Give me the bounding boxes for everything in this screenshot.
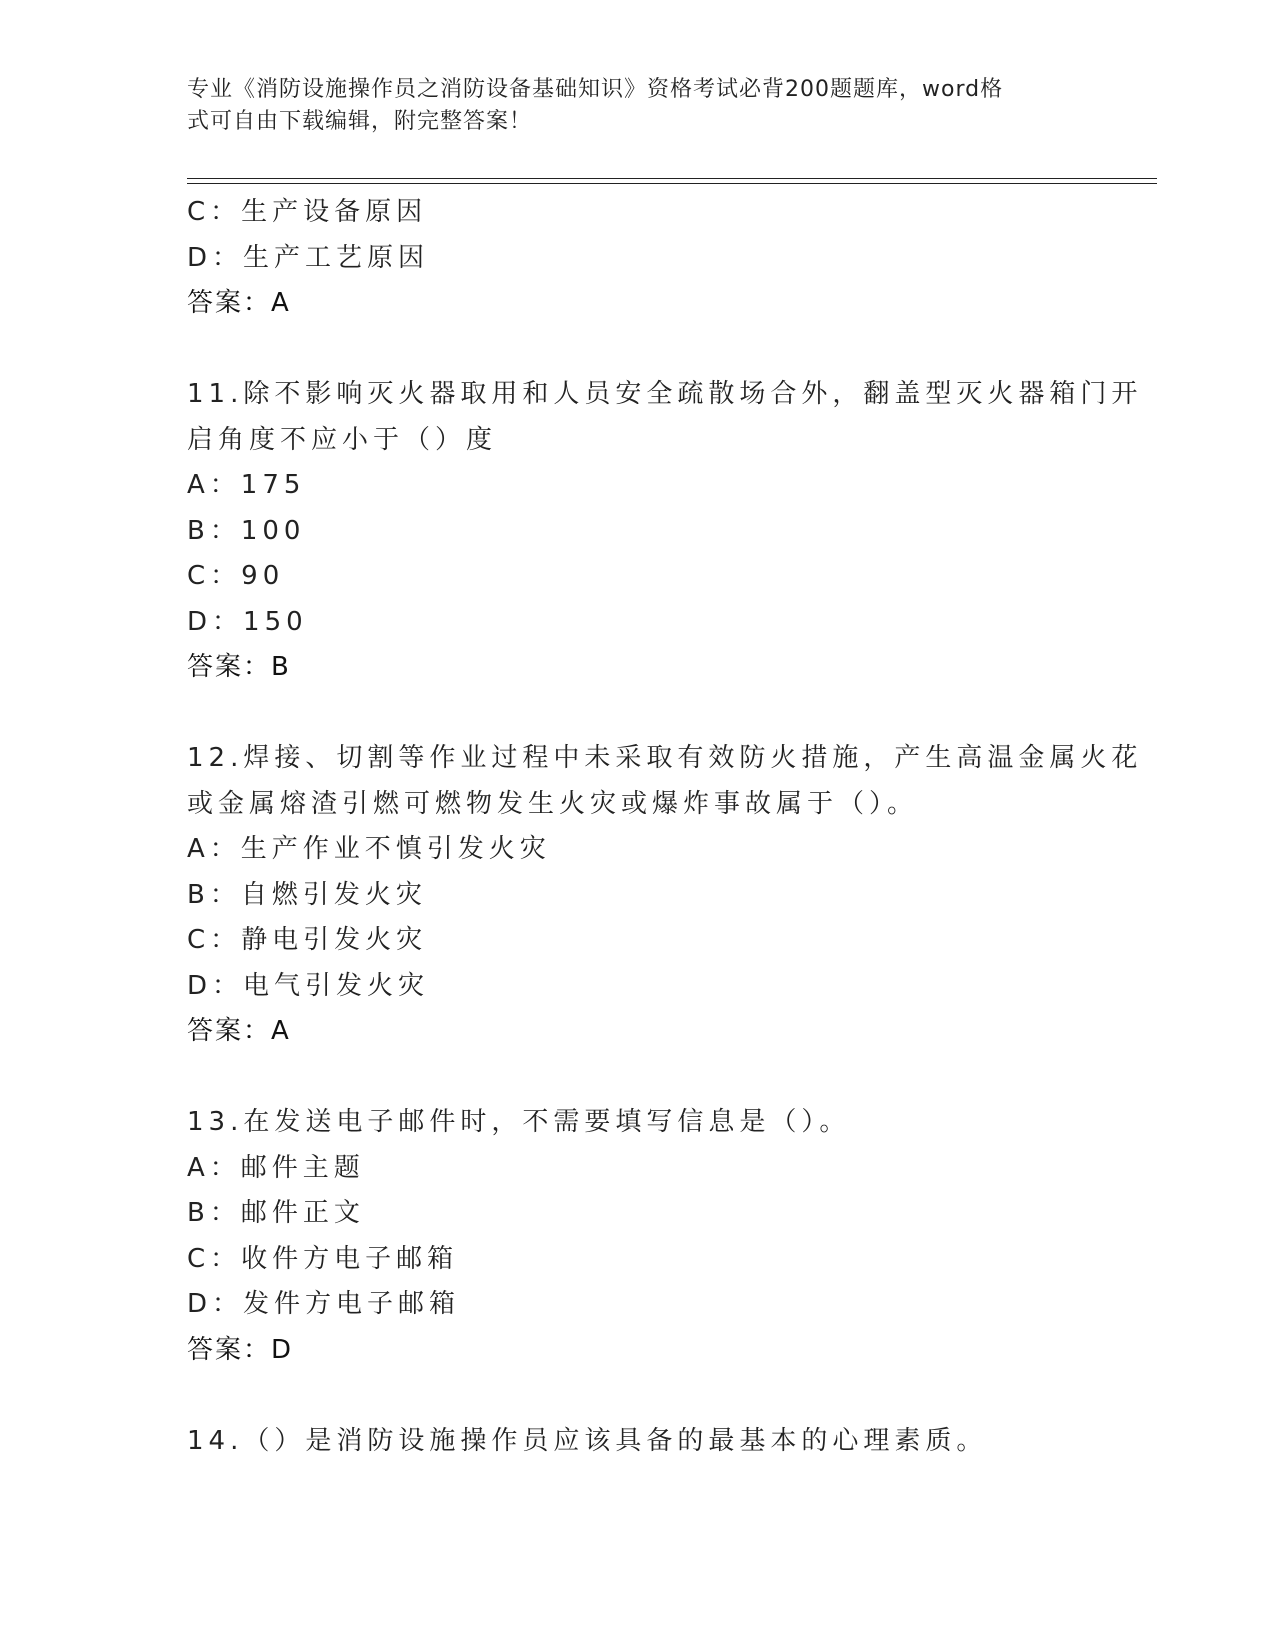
question-block-14: [187, 1419, 1087, 1465]
question-block-11: [187, 372, 1143, 691]
option-b: B：100: [187, 515, 306, 546]
question-stem: 启角度不应小于（）度: [187, 424, 498, 455]
question-block-10: [187, 190, 1087, 327]
option-b: B：邮件正文: [187, 1198, 365, 1228]
option-a: A：生产作业不慎引发火灾: [187, 834, 551, 864]
answer-line: 答案：A: [187, 1016, 291, 1046]
question-separator: [187, 691, 1087, 737]
option-c: C：90: [187, 561, 285, 591]
question-separator: [187, 1055, 1087, 1101]
question-block-12: [187, 736, 1143, 1055]
option-c: C：生产设备原因: [187, 197, 428, 227]
option-c: C：收件方电子邮箱: [187, 1243, 459, 1274]
question-separator: [187, 327, 1087, 373]
option-a: A：175: [187, 470, 306, 500]
header-line-1: 专业《消防设施操作员之消防设备基础知识》资格考试必背200题题库，word格: [187, 77, 1004, 102]
question-stem: 13.在发送电子邮件时，不需要填写信息是（）。: [187, 1107, 851, 1137]
answer-line: 答案：D: [187, 1334, 294, 1365]
option-d: D：150: [187, 606, 308, 637]
question-stem: 11.除不影响灭火器取用和人员安全疏散场合外，翻盖型灭火器箱门开: [187, 379, 1143, 409]
option-d: D：电气引发火灾: [187, 970, 430, 1001]
option-b: B：自燃引发火灾: [187, 879, 427, 910]
option-d: D：发件方电子邮箱: [187, 1289, 461, 1319]
option-c: C：静电引发火灾: [187, 925, 428, 955]
question-stem: 或金属熔渣引燃可燃物发生火灾或爆炸事故属于（）。: [187, 788, 919, 819]
header-line-2: 式可自由下载编辑，附完整答案！: [187, 109, 533, 134]
header-divider-top: [187, 178, 1157, 179]
header-divider-bottom: [187, 183, 1157, 184]
answer-line: 答案：B: [187, 652, 291, 682]
question-block-13: [187, 1100, 1087, 1373]
question-stem: 12.焊接、切割等作业过程中未采取有效防火措施，产生高温金属火花: [187, 743, 1143, 773]
question-stem: 14.（）是消防设施操作员应该具备的最基本的心理素质。: [187, 1425, 988, 1456]
question-list: [187, 190, 1143, 1464]
option-a: A：邮件主题: [187, 1152, 365, 1183]
question-separator: [187, 1373, 1087, 1419]
answer-line: 答案：A: [187, 288, 291, 318]
document-header: [187, 74, 1067, 138]
option-d: D：生产工艺原因: [187, 242, 430, 273]
